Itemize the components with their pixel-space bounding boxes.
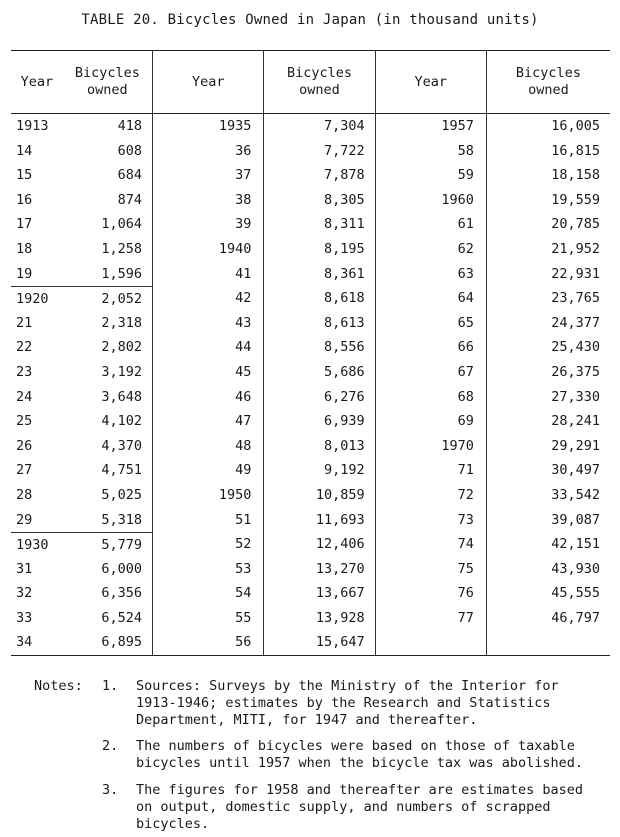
year-cell: 44 bbox=[235, 339, 252, 356]
year-cell: 43 bbox=[235, 314, 252, 331]
bicycles-owned-cell: 15,647 bbox=[315, 634, 365, 651]
bicycles-owned-cell: 2,318 bbox=[101, 314, 143, 331]
year-cell: 53 bbox=[235, 560, 252, 577]
bicycles-owned-cell: 8,013 bbox=[323, 437, 365, 454]
year-cell: 1920 bbox=[11, 286, 63, 311]
year-cell: 34 bbox=[16, 634, 33, 651]
bicycles-owned-cell: 2,802 bbox=[101, 339, 143, 356]
year-cell: 67 bbox=[457, 363, 474, 380]
year-cell: 64 bbox=[457, 290, 474, 307]
year-cell: 73 bbox=[457, 511, 474, 528]
year-cell: 71 bbox=[457, 462, 474, 479]
year-cell: 54 bbox=[235, 585, 252, 602]
bicycles-owned-cell: 12,406 bbox=[315, 536, 365, 553]
bicycles-owned-cell: 608 bbox=[117, 142, 143, 159]
year-cell: 1913 bbox=[16, 118, 49, 134]
year-cell bbox=[376, 630, 486, 655]
bicycles-owned-cell: 28,241 bbox=[551, 413, 601, 430]
bicycles-owned-cell: 30,497 bbox=[551, 462, 601, 479]
bicycles-owned-cell: 11,693 bbox=[315, 511, 365, 528]
bicycles-owned-cell: 8,613 bbox=[323, 314, 365, 331]
bicycles-owned-cell: 7,304 bbox=[323, 118, 365, 134]
year-cell: 31 bbox=[16, 560, 33, 577]
year-cell: 51 bbox=[235, 511, 252, 528]
bicycles-owned-cell: 45,555 bbox=[551, 585, 601, 602]
year-cell: 45 bbox=[235, 363, 252, 380]
bicycles-owned-cell: 39,087 bbox=[551, 511, 601, 528]
year-cell: 22 bbox=[16, 339, 33, 356]
bicycles-owned-cell: 20,785 bbox=[551, 216, 601, 233]
bicycles-owned-cell: 5,779 bbox=[63, 532, 152, 557]
year-cell: 1935 bbox=[218, 118, 252, 134]
header-year-3: Year bbox=[375, 51, 486, 113]
bicycles-owned-cell: 5,025 bbox=[101, 486, 143, 503]
header-owned-1: Bicycles owned bbox=[74, 65, 140, 98]
year-cell: 75 bbox=[457, 560, 474, 577]
bicycles-owned-cell: 8,618 bbox=[323, 290, 365, 307]
year-cell: 66 bbox=[457, 339, 474, 356]
value-column-2 bbox=[263, 114, 374, 655]
bicycles-owned-cell: 46,797 bbox=[551, 609, 601, 626]
year-cell: 62 bbox=[457, 240, 474, 257]
year-cell: 42 bbox=[235, 290, 252, 307]
bicycles-owned-cell: 1,064 bbox=[101, 216, 143, 233]
bicycles-owned-cell: 4,102 bbox=[101, 413, 143, 430]
bicycles-owned-cell: 4,370 bbox=[101, 437, 143, 454]
bicycles-owned-cell: 9,192 bbox=[323, 462, 365, 479]
year-cell: 77 bbox=[457, 609, 474, 626]
bicycles-owned-cell: 5,686 bbox=[323, 363, 365, 380]
bicycles-owned-cell: 6,895 bbox=[101, 634, 143, 651]
bicycles-owned-cell: 33,542 bbox=[551, 486, 601, 503]
bicycles-owned-cell: 2,052 bbox=[63, 286, 152, 311]
year-cell: 24 bbox=[16, 388, 33, 405]
year-cell: 32 bbox=[16, 585, 33, 602]
bicycles-owned-cell bbox=[487, 630, 610, 655]
bicycles-owned-cell: 16,005 bbox=[551, 118, 601, 134]
year-cell: 38 bbox=[235, 191, 252, 208]
bicycles-owned-cell: 23,765 bbox=[551, 290, 601, 307]
year-cell: 36 bbox=[235, 142, 252, 159]
bicycles-owned-cell: 8,361 bbox=[323, 265, 365, 282]
bicycles-owned-cell: 13,667 bbox=[315, 585, 365, 602]
bicycles-owned-cell: 42,151 bbox=[551, 536, 601, 553]
year-cell: 14 bbox=[16, 142, 33, 159]
bicycles-owned-cell: 19,559 bbox=[551, 191, 601, 208]
note-text: The figures for 1958 and thereafter are estimates based on output, domestic supply, and numbers of scrapped bicycles. bbox=[136, 782, 584, 832]
note-number: 1. bbox=[102, 678, 119, 694]
year-cell: 59 bbox=[457, 167, 474, 184]
bicycles-owned-cell: 8,556 bbox=[323, 339, 365, 356]
bicycles-owned-cell: 24,377 bbox=[551, 314, 601, 331]
note-text: Sources: Surveys by the Ministry of the Interior for 1913-1946; estimates by the Research and Statistics Department, MITI, for 1947 and thereafter. bbox=[136, 678, 559, 728]
year-column-3 bbox=[375, 114, 486, 655]
year-cell: 28 bbox=[16, 486, 33, 503]
year-cell: 33 bbox=[16, 609, 33, 626]
year-cell: 65 bbox=[457, 314, 474, 331]
year-cell: 18 bbox=[16, 240, 33, 257]
notes-label: Notes: bbox=[34, 678, 83, 694]
bicycles-owned-cell: 26,375 bbox=[551, 363, 601, 380]
header-owned-3: Bicycles owned bbox=[486, 51, 610, 113]
bicycles-owned-cell: 27,330 bbox=[551, 388, 601, 405]
year-column-1 bbox=[11, 114, 63, 655]
value-column-3 bbox=[486, 114, 610, 655]
year-cell: 1950 bbox=[218, 486, 252, 503]
bicycles-owned-cell: 4,751 bbox=[101, 462, 143, 479]
bicycles-owned-cell: 25,430 bbox=[551, 339, 601, 356]
year-cell: 72 bbox=[457, 486, 474, 503]
bicycles-owned-cell: 6,524 bbox=[101, 609, 143, 626]
table-title: TABLE 20. Bicycles Owned in Japan (in thousand units) bbox=[81, 12, 539, 28]
year-cell: 1940 bbox=[218, 240, 252, 257]
year-cell: 17 bbox=[16, 216, 33, 233]
bicycles-owned-cell: 6,000 bbox=[101, 560, 143, 577]
year-cell: 39 bbox=[235, 216, 252, 233]
header-owned-2: Bicycles owned bbox=[263, 51, 374, 113]
year-cell: 27 bbox=[16, 462, 33, 479]
year-cell: 41 bbox=[235, 265, 252, 282]
bicycles-owned-cell: 43,930 bbox=[551, 560, 601, 577]
bicycles-owned-cell: 16,815 bbox=[551, 142, 601, 159]
bicycles-owned-cell: 874 bbox=[117, 191, 143, 208]
year-cell: 46 bbox=[235, 388, 252, 405]
bicycles-table bbox=[11, 50, 610, 656]
year-cell: 47 bbox=[235, 413, 252, 430]
bicycles-owned-cell: 1,258 bbox=[101, 240, 143, 257]
year-cell: 68 bbox=[457, 388, 474, 405]
note-number: 2. bbox=[102, 738, 119, 754]
year-cell: 56 bbox=[235, 634, 252, 651]
year-cell: 1970 bbox=[441, 437, 474, 454]
bicycles-owned-cell: 7,722 bbox=[323, 142, 365, 159]
bicycles-owned-cell: 18,158 bbox=[551, 167, 601, 184]
header-year-2: Year bbox=[152, 51, 263, 113]
bicycles-owned-cell: 10,859 bbox=[315, 486, 365, 503]
year-cell: 1957 bbox=[441, 118, 474, 134]
year-cell: 58 bbox=[457, 142, 474, 159]
year-cell: 1930 bbox=[11, 532, 63, 557]
year-cell: 61 bbox=[457, 216, 474, 233]
year-cell: 16 bbox=[16, 191, 33, 208]
bicycles-owned-cell: 13,928 bbox=[315, 609, 365, 626]
value-column-1 bbox=[63, 114, 152, 655]
bicycles-owned-cell: 6,939 bbox=[323, 413, 365, 430]
bicycles-owned-cell: 3,192 bbox=[101, 363, 143, 380]
year-cell: 1960 bbox=[441, 191, 474, 208]
year-cell: 25 bbox=[16, 413, 33, 430]
bicycles-owned-cell: 8,305 bbox=[323, 191, 365, 208]
bicycles-owned-cell: 8,311 bbox=[323, 216, 365, 233]
year-cell: 69 bbox=[457, 413, 474, 430]
header-year-1: Year bbox=[20, 73, 54, 90]
year-cell: 19 bbox=[16, 265, 33, 282]
year-cell: 48 bbox=[235, 437, 252, 454]
note-number: 3. bbox=[102, 782, 119, 798]
year-column-2 bbox=[152, 114, 263, 655]
table-header bbox=[11, 51, 610, 114]
year-cell: 21 bbox=[16, 314, 33, 331]
year-cell: 15 bbox=[16, 167, 33, 184]
bicycles-owned-cell: 22,931 bbox=[551, 265, 601, 282]
bicycles-owned-cell: 8,195 bbox=[323, 240, 365, 257]
bicycles-owned-cell: 684 bbox=[117, 167, 143, 184]
bicycles-owned-cell: 5,318 bbox=[101, 511, 143, 528]
bicycles-owned-cell: 6,276 bbox=[323, 388, 365, 405]
bicycles-owned-cell: 21,952 bbox=[551, 240, 601, 257]
bicycles-owned-cell: 7,878 bbox=[323, 167, 365, 184]
bicycles-owned-cell: 13,270 bbox=[315, 560, 365, 577]
table-body bbox=[11, 114, 610, 655]
year-cell: 49 bbox=[235, 462, 252, 479]
year-cell: 76 bbox=[457, 585, 474, 602]
year-cell: 74 bbox=[457, 536, 474, 553]
year-cell: 26 bbox=[16, 437, 33, 454]
bicycles-owned-cell: 3,648 bbox=[101, 388, 143, 405]
year-cell: 23 bbox=[16, 363, 33, 380]
year-cell: 63 bbox=[457, 265, 474, 282]
bicycles-owned-cell: 29,291 bbox=[551, 437, 601, 454]
year-cell: 52 bbox=[235, 536, 252, 553]
year-cell: 37 bbox=[235, 167, 252, 184]
note-text: The numbers of bicycles were based on those of taxable bicycles until 1957 when the bicycle tax was abolished. bbox=[136, 738, 584, 771]
bicycles-owned-cell: 418 bbox=[117, 118, 143, 134]
bicycles-owned-cell: 1,596 bbox=[101, 265, 143, 282]
year-cell: 55 bbox=[235, 609, 252, 626]
year-cell: 29 bbox=[16, 511, 33, 528]
bicycles-owned-cell: 6,356 bbox=[101, 585, 143, 602]
